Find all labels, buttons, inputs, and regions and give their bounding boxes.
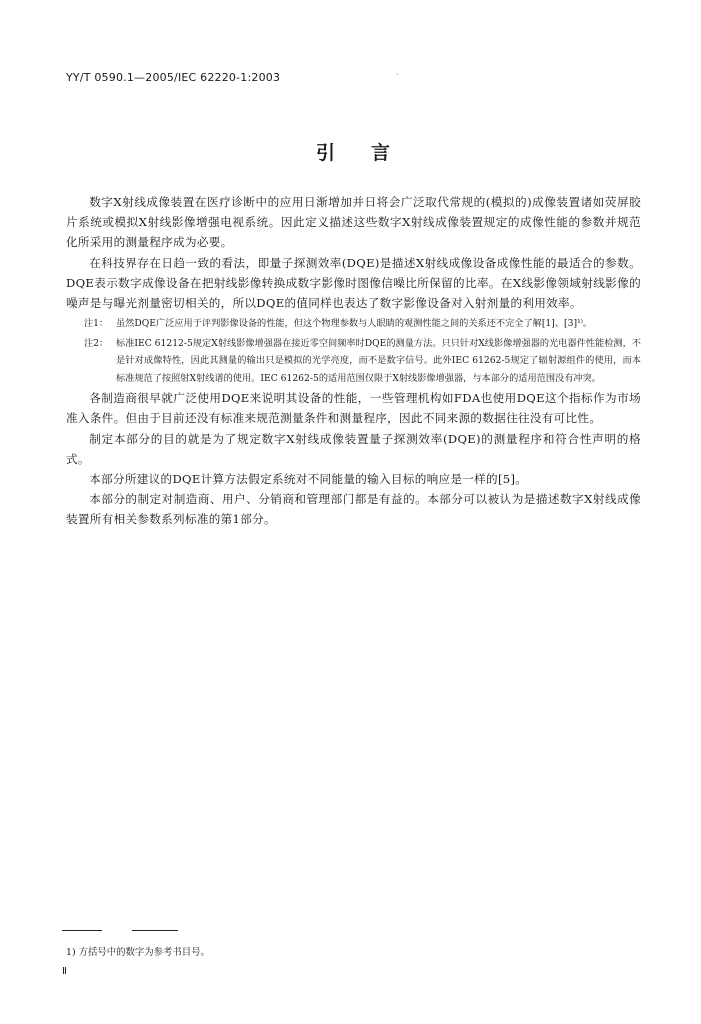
- note-1: [66, 315, 641, 333]
- paragraph-3: 各制造商很早就广泛使用DQE来说明其设备的性能，一些管理机构如FDA也使用DQE这个指标作为市场准入条件。但由于目前还没有标准来规范测量条件和测量程序，因此不同来源的数据往往没有可比性。: [66, 391, 641, 426]
- paragraph-6: 本部分的制定对制造商、用户、分销商和管理部门都是有益的。本部分可以被认为是描述数字X射线成像装置所有相关参数系列标准的第1部分。: [66, 492, 641, 527]
- note-2-label: 注2：: [84, 337, 109, 349]
- paragraph-4: 制定本部分的目的就是为了规定数字X射线成像装置量子探测效率(DQE)的测量程序和符合性声明的格式。: [66, 431, 641, 466]
- note-2-text: 标准IEC 61212-5规定X射线影像增强器在接近零空间频率时DQE的测量方法。只只针对X线影像增强器的光电器件性能检测，不是针对成像特性，因此其测量的输出只是模拟的光学亮度，而不是数字信号。此外IEC 61262-5规定了辐射源组件的使用，而本标准规范了按照射X射线谱的使用。IEC 61262-5的适用范围仅限于X射线影像增强器，与本部分的适用范围没有冲突。: [116, 337, 641, 384]
- paragraph-5: 本部分所建议的DQE计算方法假定系统对不同能量的输入目标的响应是一样的[5]。: [89, 472, 528, 487]
- footnote: 1) 方括号中的数字为参考书目号。: [66, 947, 210, 958]
- footnote-rule: [62, 930, 102, 931]
- paragraph-2: 在科技界存在日趋一致的看法，即量子探测效率(DQE)是描述X射线成像设备成像性能的最适合的参数。DQE表示数字成像设备在把射线影像转换成数字影像时图像信噪比所保留的比率。在X线影像领域射线影像的噪声是与曝光剂量密切相关的，所以DQE的值同样也表达了数字影像设备对入射剂量的利用效率。: [66, 255, 641, 311]
- standard-number-header: YY/T 0590.1—2005/IEC 62220-1:2003: [66, 71, 281, 84]
- note-2: [66, 335, 641, 388]
- page-number: Ⅱ: [62, 966, 67, 977]
- note-1-text: 虽然DQE广泛应用于评判影像设备的性能，但这个物理参数与人眼睛的观测性能之间的关系还不完全了解[1]、[3]¹⁾。: [116, 318, 593, 330]
- note-1-label: 注1：: [84, 318, 109, 330]
- page-title: 引言: [316, 142, 427, 164]
- footnote-rule-secondary: [132, 930, 178, 931]
- header-mark: ·: [396, 70, 399, 79]
- paragraph-1: 数字X射线成像装置在医疗诊断中的应用日渐增加并日将会广泛取代常规的(模拟的)成像装置诸如荧屏胶片系统或模拟X射线影像增强电视系统。因此定义描述这些数字X射线成像装置规定的成像性能的参数并规范化所采用的测量程序成为必要。: [66, 195, 641, 250]
- document-body: [66, 192, 641, 530]
